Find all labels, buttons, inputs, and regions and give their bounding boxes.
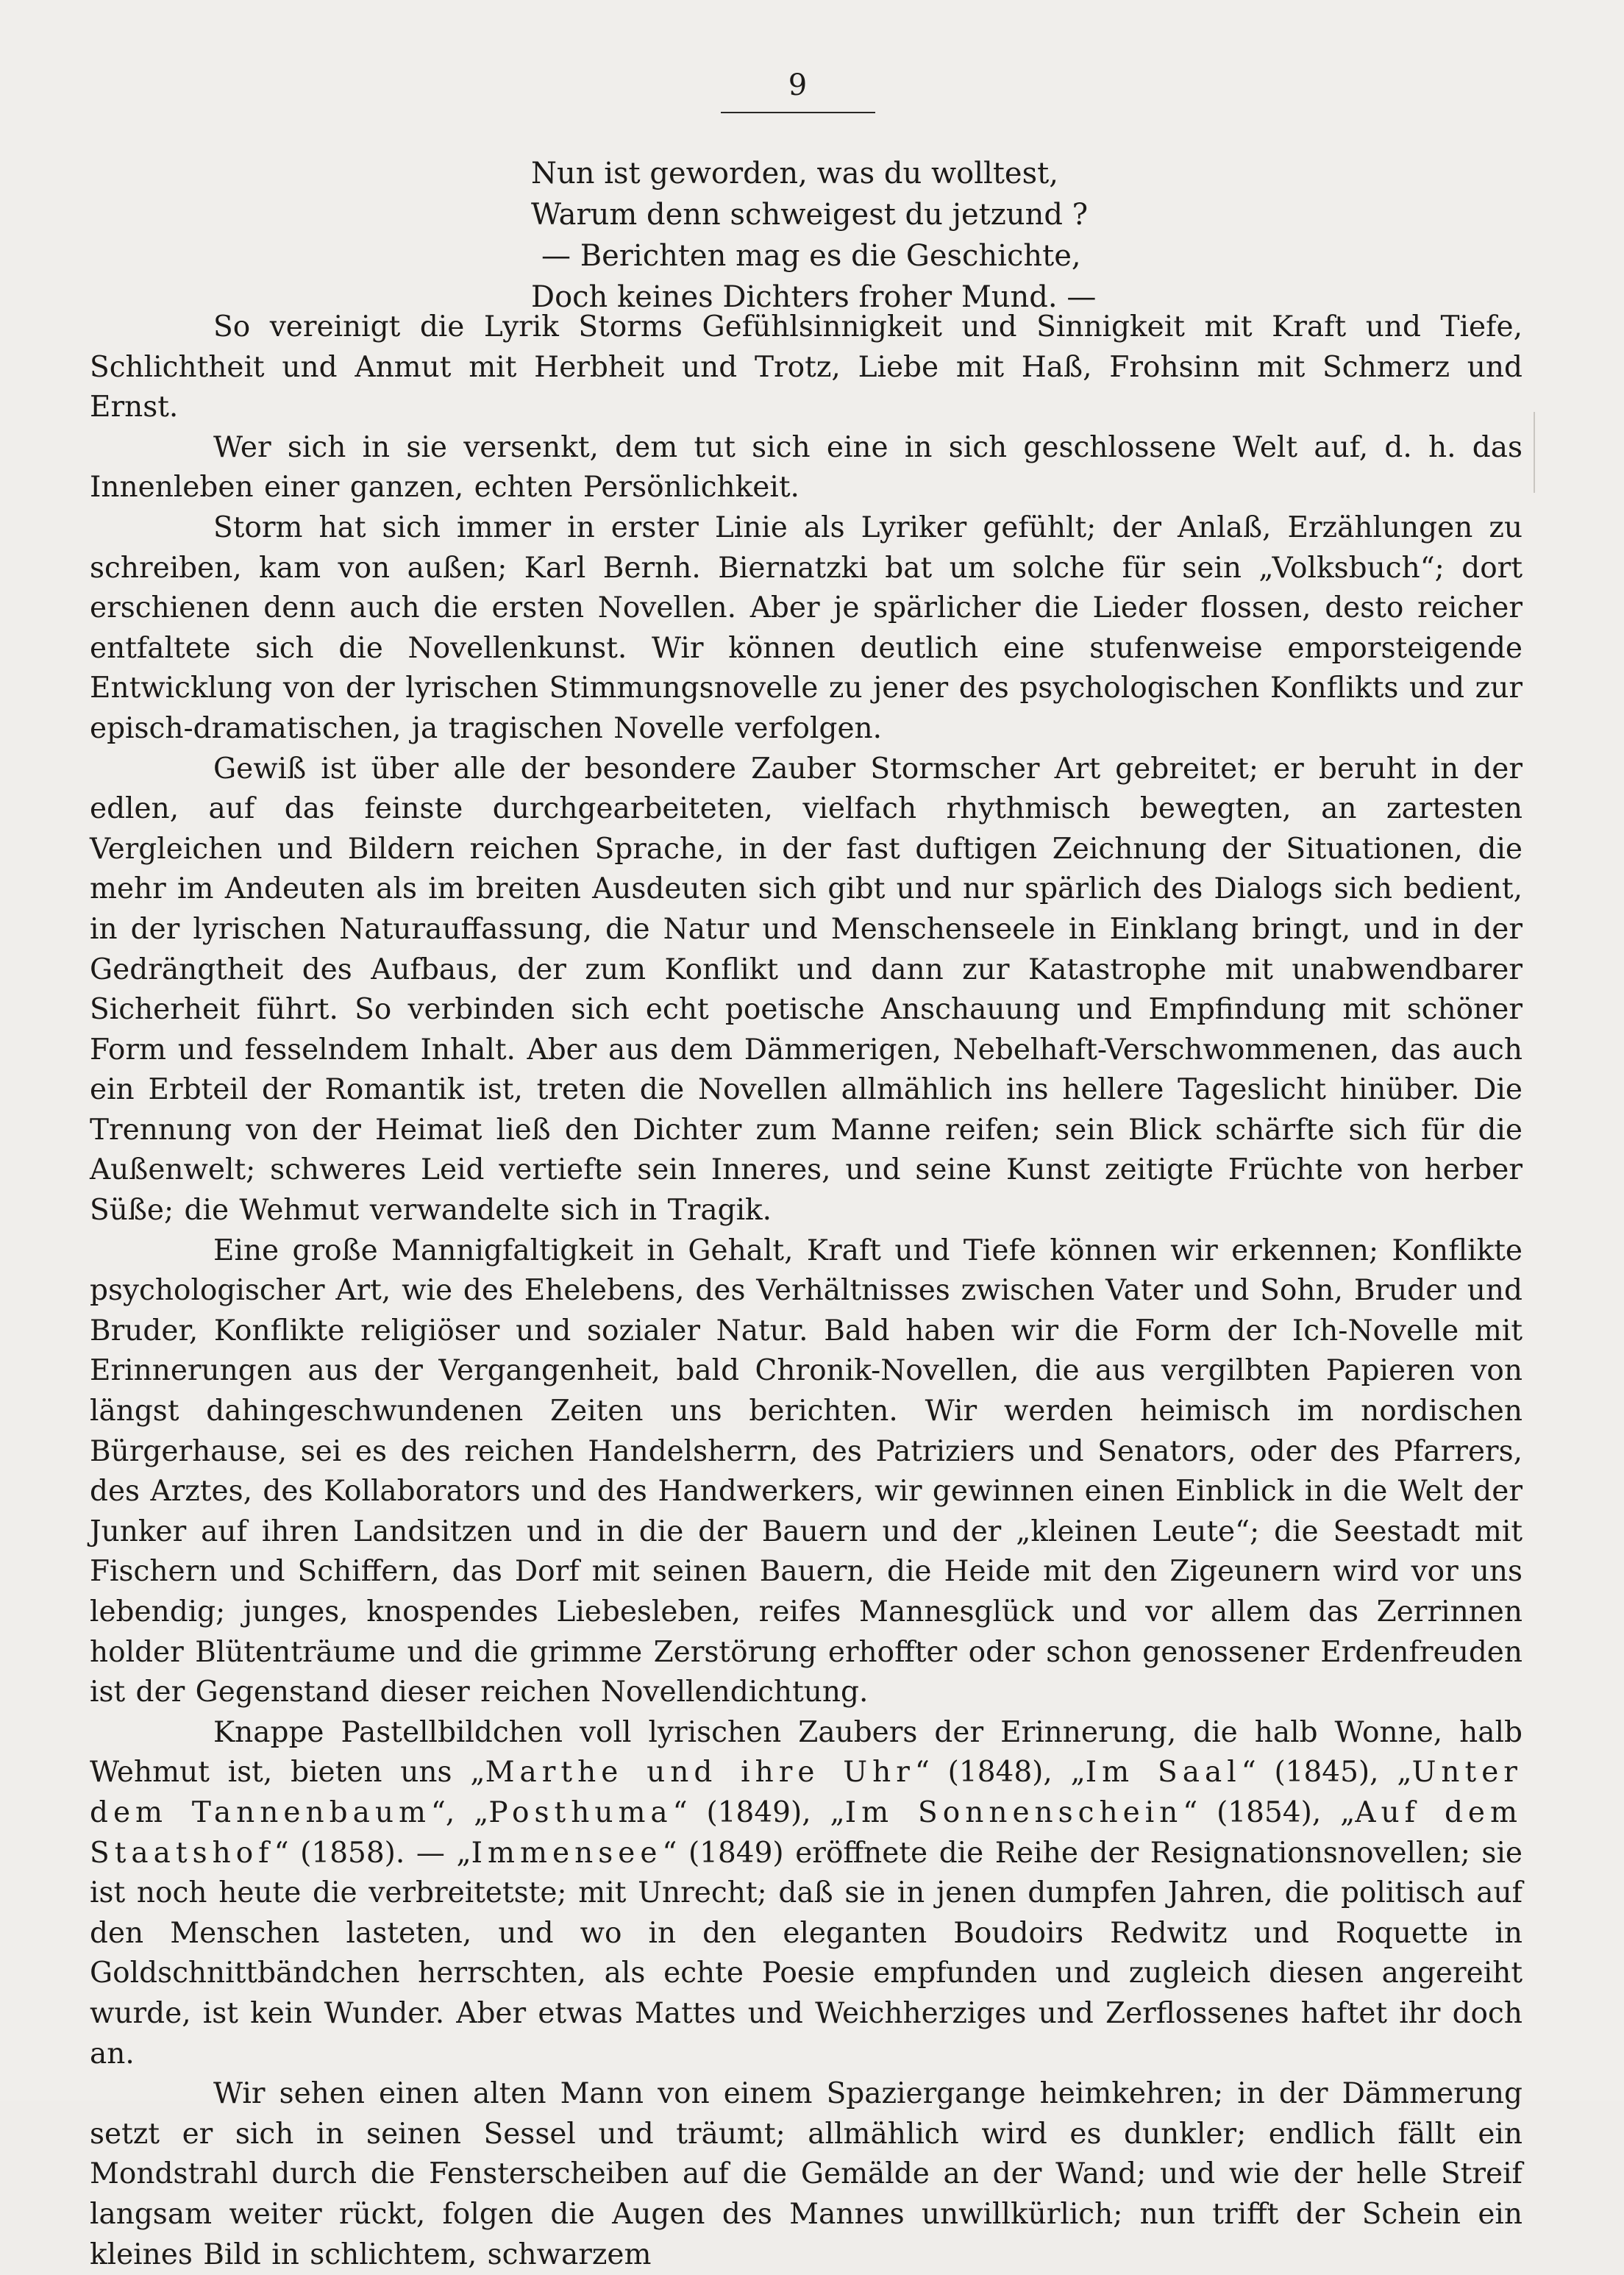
page-edge-mark [1534,412,1535,493]
novella-title: Posthuma [488,1795,673,1829]
poem-line: Warum denn schweigest du jetzund ? [531,198,1089,232]
paragraph-text: “ (1854), „ [1183,1795,1356,1829]
paragraph: Wer sich in sie versenkt, dem tut sich eine in sich geschlossene Welt auf, d. h. das Innenleben einer ganzen, echten Persönlichkeit. [90,430,1522,505]
paragraph: Eine große Mannigfaltigkeit in Gehalt, Kraft und Tiefe können wir erkennen; Konflikte psychologischer Art, wie des Ehelebens, des Verhältnisses zwischen Vater und Sohn, Bruder und Bruder, Konflikte religiöser und sozialer Natur. Bald haben wir die Form der Ich-Novelle mit Erinnerungen aus der Vergangenheit, bald Chronik-Novellen, die aus vergilbten Papieren von längst dahingeschwundenen Zeiten uns berichten. Wir werden heimisch im nordischen Bürgerhause, sei es des reichen Handelsherrn, des Patriziers und Senators, oder des Pfarrers, des Arztes, des Kollaborators und des Handwerkers, wir gewinnen einen Einblick in die Welt der Junker auf ihren Landsitzen und in die der Bauern und der „kleinen Leute“; die Seestadt mit Fischern und Schiffern, das Dorf mit seinen Bauern, die Heide mit den Zigeunern wird vor uns lebendig; junges, knospendes Liebesleben, reifes Mannesglück und vor allem das Zerrinnen holder Blütenträume und die grimme Zerstörung erhoffter oder schon genossener Erdenfreuden ist der Gegenstand dieser reichen Novellendichtung. [90,1233,1522,1709]
novella-title: Immensee [471,1836,663,1870]
paragraph-text: “ (1848), „ [914,1756,1086,1790]
paragraph-text: “ (1849) eröffnete die Reihe der Resignationsnovellen; sie ist noch heute die verbreitetste; mit Unrecht; daß sie in jenen dumpfen Jahren, die politisch auf den Menschen lasteten, und wo in den eleganten Boudoirs Redwitz und Roquette in Goldschnittbändchen herrschten, als echte Poesie empfunden und zugleich diesen angereiht wurde, ist kein Wunder. Aber etwas Mattes und Weichherziges und Zerflossenes haftet ihr doch an. [90,1836,1522,2071]
paragraph-text: Knappe Pastellbildchen voll lyrischen Zaubers der Erinnerung, die halb Wonne, halb Wehmut ist, bieten uns „ [90,1715,1522,1790]
poem-line: — Berichten mag es die Geschichte, [541,239,1081,273]
body-text [90,307,1522,2275]
paragraph-text: “ (1858). — „ [274,1836,471,1870]
paragraph-text: “ (1845), „ [1241,1756,1412,1790]
poem-line: Doch keines Dichters froher Mund. — [531,280,1097,314]
paragraph: So vereinigt die Lyrik Storms Gefühlsinnigkeit und Sinnigkeit mit Kraft und Tiefe, Schlichtheit und Anmut mit Herbheit und Trotz, Liebe mit Haß, Frohsinn mit Schmerz und Ernst. [90,310,1522,424]
paragraph: Storm hat sich immer in erster Linie als Lyriker gefühlt; der Anlaß, Erzählungen zu schreiben, kam von außen; Karl Bernh. Biernatzki bat um solche für sein „Volksbuch“; dort erschienen denn auch die ersten Novellen. Aber je spärlicher die Lieder flossen, desto reicher entfaltete sich die Novellenkunst. Wir können deutlich eine stufenweise emporsteigende Entwicklung von der lyrischen Stimmungsnovelle zu jener des psychologischen Konflikts und zur episch-dramatischen, ja tragischen Novelle verfolgen. [90,510,1522,745]
novella-title: Unter dem Tannenbaum [90,1756,1522,1829]
paragraph-novella-titles [90,1713,1522,2074]
poem-stanza [531,153,1193,318]
novella-title: Auf dem Staatshof [90,1795,1522,1870]
paragraph: Wir sehen einen alten Mann von einem Spaziergange heimkehren; in der Dämmerung setzt er sich in seinen Sessel und träumt; allmählich wird es dunkler; endlich fällt ein Mondstrahl durch die Fensterscheiben auf die Gemälde an der Wand; und wie der helle Streif langsam weiter rückt, folgen die Augen des Mannes unwillkürlich; nun trifft der Schein ein kleines Bild in schlichtem, schwarzem [90,2077,1522,2271]
page-number: 9 [788,68,808,102]
novella-title: Im Saal [1085,1756,1242,1790]
paragraph-text: “, „ [430,1795,489,1829]
poem-line: Nun ist geworden, was du wolltest, [531,157,1058,191]
paragraph-text: “ (1849), „ [672,1795,845,1829]
page-number-rule [721,112,875,113]
paragraph: Gewiß ist über alle der besondere Zauber Stormscher Art gebreitet; er beruht in der edlen, auf das feinste durchgearbeiteten, vielfach rhythmisch bewegten, an zartesten Vergleichen und Bildern reichen Sprache, in der fast duftigen Zeichnung der Situationen, die mehr im Andeuten als im breiten Ausdeuten sich gibt und nur spärlich des Dialogs sich bedient, in der lyrischen Naturauffassung, die Natur und Menschenseele in Einklang bringt, und in der Gedrängtheit des Aufbaus, der zum Konflikt und dann zur Katastrophe mit unabwendbarer Sicherheit führt. So verbinden sich echt poetische Anschauung und Empfindung mit schöner Form und fesselndem Inhalt. Aber aus dem Dämmerigen, Nebelhaft-Verschwommenen, das auch ein Erbteil der Romantik ist, treten die Novellen allmählich ins hellere Tageslicht hinüber. Die Trennung von der Heimat ließ den Dichter zum Manne reifen; sein Blick schärfte sich für die Außenwelt; schweres Leid vertiefte sein Inneres, und seine Kunst zeitigte Früchte von herber Süße; die Wehmut verwandelte sich in Tragik. [90,752,1522,1228]
page-header [721,68,875,113]
novella-title: Im Sonnenschein [844,1795,1183,1829]
novella-title: Marthe und ihre Uhr [485,1756,915,1790]
